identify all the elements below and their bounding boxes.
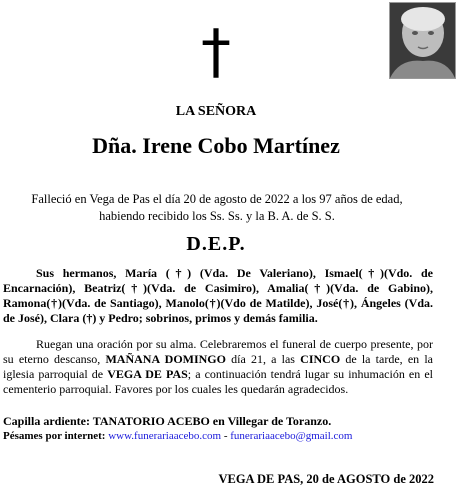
deceased-name: Dña. Irene Cobo Martínez	[92, 133, 340, 158]
family-paragraph: Sus hermanos, María (†) (Vda. De Valeriano), Ismael(†)(Vdo. de Encarnación), Beatriz(†)(Vda. de Casimiro), Amalia(†)(Vda. de Gabino), Ramona(†)(Vda. de Santiago), Manolo(†)(Vdo de Matilde), José(†), Ángeles (Vda. de José), Clara (†) y Pedro; sobrinos, primos y demás familia.	[3, 266, 433, 325]
dep-heading: D.E.P.	[186, 233, 246, 255]
death-line-1: Falleció en Vega de Pas el día 20 de agosto de 2022 a los 97 años de edad,	[31, 192, 403, 206]
prayer-bold-place: VEGA DE PAS	[107, 367, 188, 381]
prayer-bold-day: MAÑANA DOMINGO	[105, 352, 226, 366]
pesames-label: Pésames por internet:	[3, 430, 106, 442]
capilla-ardiente: Capilla ardiente: TANATORIO ACEBO en Villegar de Toranzo.	[3, 414, 332, 428]
prayer-bold-hour: CINCO	[300, 352, 341, 366]
email-link[interactable]: funerariaacebo@gmail.com	[230, 430, 353, 442]
place-date: VEGA DE PAS, 20 de AGOSTO de 2022	[218, 472, 434, 486]
death-notice	[8, 191, 426, 225]
title-senora: LA SEÑORA	[175, 104, 257, 119]
prayer-text-2: día 21, a las	[225, 352, 301, 366]
cross-icon: †	[201, 17, 231, 87]
prayer-text-1: Ruegan una oración por su alma. Celebraremos el funeral de cuerpo presente, por su eterno descanso,	[3, 337, 433, 366]
website-link[interactable]: www.funerariaacebo.com	[108, 430, 222, 442]
death-line-2: habiendo recibido los Ss. Ss. y la B. A. de S. S.	[99, 209, 335, 223]
prayer-text-3: de la tarde, en la iglesia parroquial de	[3, 352, 433, 381]
pesames-line	[3, 430, 352, 442]
pesames-separator: -	[221, 430, 231, 442]
prayer-text-4: ; a continuación tendrá lugar su inhumación en el cementerio parroquial. Favores por los cuales les quedarán agradecidos.	[3, 367, 433, 396]
prayer-paragraph	[3, 337, 433, 397]
